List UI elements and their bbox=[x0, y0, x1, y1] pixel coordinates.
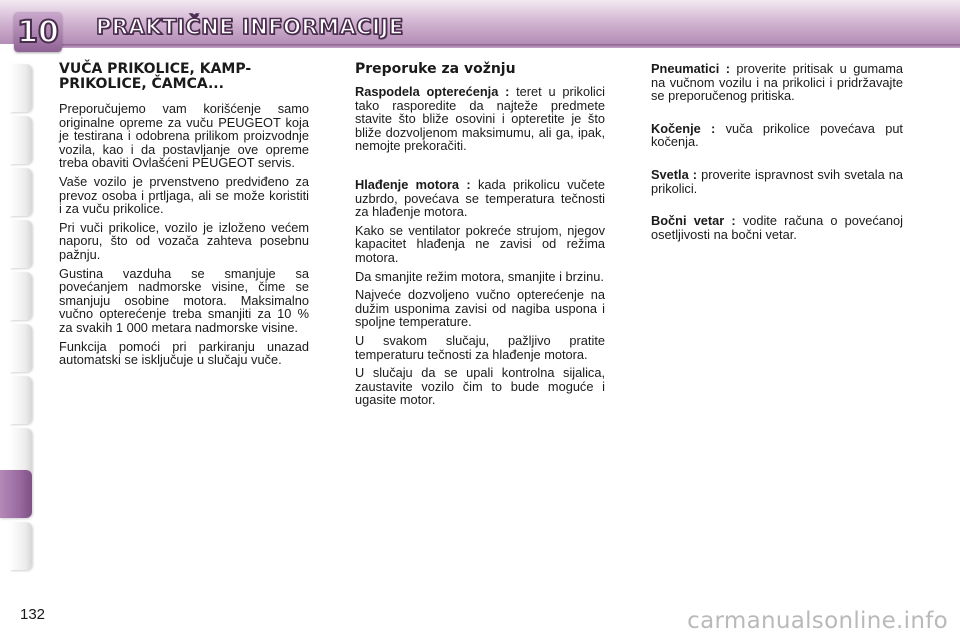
chapter-tab[interactable] bbox=[10, 64, 32, 112]
section-title-driving-advice: Preporuke za vožnju bbox=[355, 61, 516, 77]
chapter-tab[interactable] bbox=[10, 376, 32, 424]
header-divider bbox=[60, 44, 960, 48]
term-text: vuča prikolice povećava put kočenja. bbox=[651, 120, 903, 150]
paragraph: Da smanjite režim motora, smanjite i brzinu. bbox=[355, 268, 604, 284]
paragraph-brakes bbox=[651, 122, 903, 149]
paragraph: Preporučujemo vam korišćenje samo originalne opreme za vuču PEUGEOT koja je testirana i odobrena prilikom proizvodnje vozila, kao i da postavljanje ove opreme treba obaviti Ovlašćeni PEUGEOT servis. bbox=[59, 101, 309, 171]
chapter-tab[interactable] bbox=[10, 116, 32, 164]
term-text: proverite pritisak u gumama na vučnom vozilu i na prikolici i pridržavajte se preporučenog pritiska. bbox=[651, 61, 903, 104]
paragraph: Funkcija pomoći pri parkiranju unazad automatski se isključuje u slučaju vuče. bbox=[59, 338, 309, 368]
chapter-tab[interactable] bbox=[10, 168, 32, 216]
chapter-badge bbox=[14, 12, 62, 52]
watermark: carmanualsonline.info bbox=[687, 608, 948, 634]
term-label: Kočenje : bbox=[651, 120, 716, 136]
chapter-tab[interactable] bbox=[10, 324, 32, 372]
chapter-tab[interactable] bbox=[10, 522, 32, 570]
paragraph: Vaše vozilo je prvenstveno predviđeno za prevoz osoba i prtljaga, ali se može koristiti i za vuču prikolice. bbox=[59, 173, 309, 217]
column-towing bbox=[59, 62, 309, 372]
page-title: PRAKTIČNE INFORMACIJE bbox=[96, 15, 404, 39]
term-text: kada prikolicu vučete uzbrdo, povećava se temperatura tečnosti za hlađenje motora. bbox=[355, 176, 605, 220]
spacer bbox=[355, 158, 605, 178]
term-text: proverite ispravnost svih svetala na prikolici. bbox=[651, 166, 903, 196]
term-label: Bočni vetar : bbox=[651, 213, 736, 229]
chapter-tabs bbox=[0, 60, 32, 580]
paragraph-lights bbox=[651, 168, 903, 195]
paragraph: U svakom slučaju, pažljivo pratite temperaturu tečnosti za hlađenje motora. bbox=[355, 332, 605, 362]
paragraph-side-wind bbox=[651, 214, 903, 241]
column-checks bbox=[651, 62, 903, 246]
paragraph: Gustina vazduha se smanjuje sa povećanjem nadmorske visine, čime se smanjuju osobine motora. Maksimalno vučno opterećenje treba smanjiti za 10 % za svakih 1 000 metara nadmorske visine. bbox=[59, 265, 309, 335]
page-number: 132 bbox=[20, 606, 46, 623]
chapter-tab[interactable] bbox=[10, 220, 32, 268]
section-title-towing: VUČA PRIKOLICE, KAMP-PRIKOLICE, ČAMCA... bbox=[59, 61, 252, 92]
paragraph: Najveće dozvoljeno vučno opterećenje na dužim usponima zavisi od nagiba uspona i spoljne temperature. bbox=[355, 287, 605, 330]
paragraph: Pri vuči prikolice, vozilo je izloženo većem naporu, što od vozača zahteva posebnu pažnju. bbox=[59, 219, 309, 262]
term-label: Hlađenje motora : bbox=[355, 176, 471, 192]
paragraph-load-distribution bbox=[355, 85, 605, 153]
spacer bbox=[651, 200, 903, 214]
chapter-number: 10 bbox=[17, 15, 59, 50]
chapter-tab[interactable] bbox=[10, 272, 32, 320]
term-label: Svetla : bbox=[651, 166, 698, 182]
paragraph-tyres bbox=[651, 62, 903, 103]
chapter-tab-active[interactable] bbox=[0, 470, 32, 518]
term-text: vodite računa o povećanoj osetljivosti na bočni vetar. bbox=[651, 213, 903, 242]
term-text: teret u prikolici tako rasporedite da najteže predmete stavite što bliže osovini i opteretite je što bliže dozvoljenom maksimumu, ali ga, ipak, nemojte prekoračiti. bbox=[355, 84, 605, 154]
spacer bbox=[651, 108, 903, 122]
paragraph: Kako se ventilator pokreće strujom, njegov kapacitet hlađenja ne zavisi od režima motora. bbox=[355, 222, 605, 265]
paragraph-engine-cooling bbox=[355, 178, 605, 219]
term-label: Pneumatici : bbox=[651, 61, 730, 76]
column-driving-advice bbox=[355, 62, 605, 412]
page-header bbox=[0, 0, 960, 50]
paragraph: U slučaju da se upali kontrolna sijalica, zaustavite vozilo čim to bude moguće i ugasite motor. bbox=[355, 365, 605, 408]
spacer bbox=[651, 154, 903, 168]
term-label: Raspodela opterećenja : bbox=[355, 84, 510, 99]
chapter-tab[interactable] bbox=[10, 428, 32, 476]
